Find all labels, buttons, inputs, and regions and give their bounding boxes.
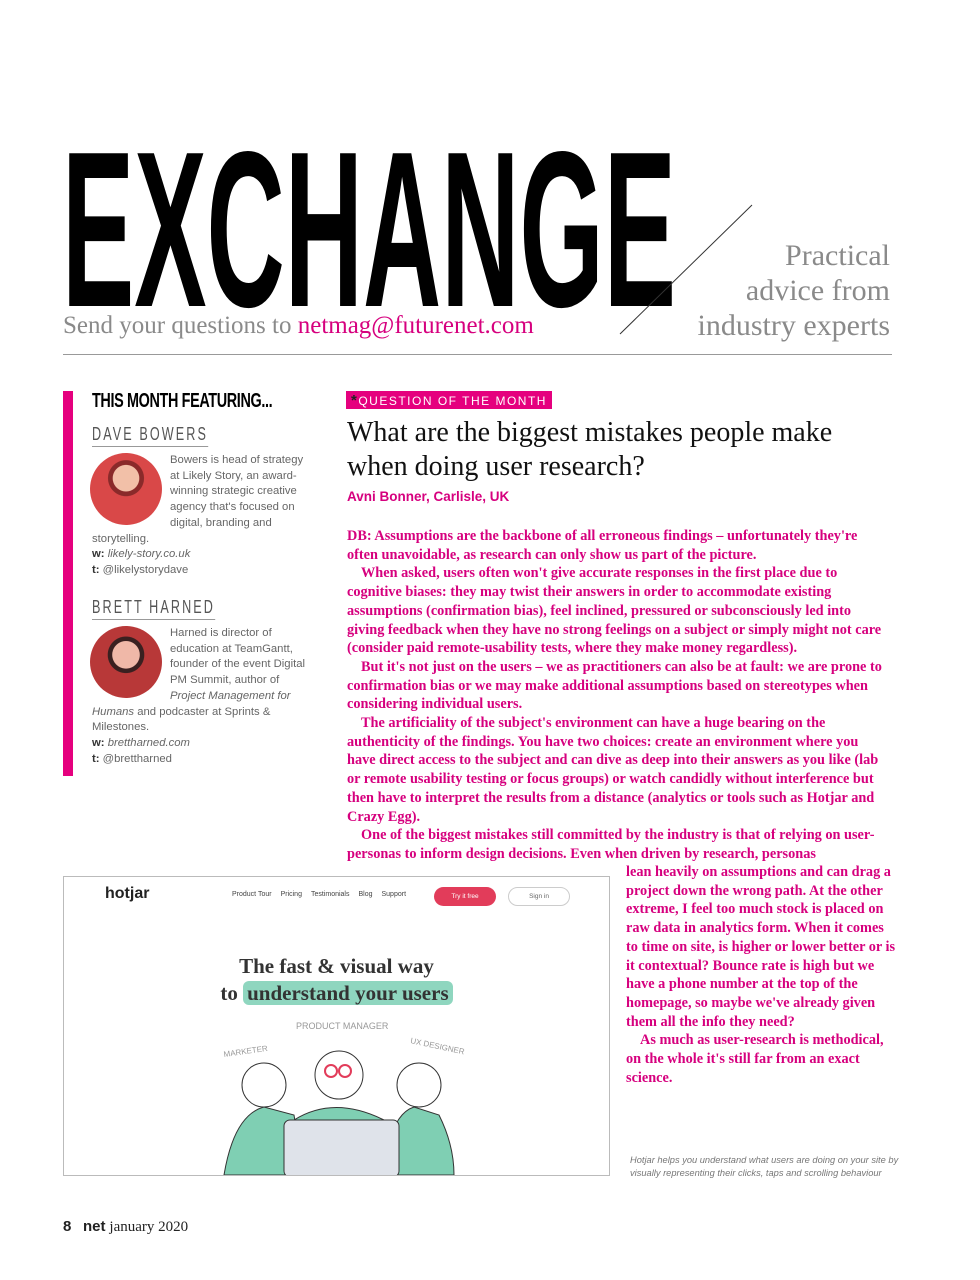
tagline: Practical advice from industry experts bbox=[697, 239, 890, 342]
question-tag: *QUESTION OF THE MONTH bbox=[346, 391, 552, 409]
page-number: 8 bbox=[63, 1218, 72, 1235]
avatar bbox=[90, 453, 162, 525]
hero-headline: The fast & visual way to understand your users bbox=[64, 953, 609, 1007]
answer-body: DB: Assumptions are the backbone of all erroneous findings – unfortunately they're often unavoidable, as research can only show us part of the picture. When asked, users often won't give accurate responses in the first place due to cognitive biases: they may twist their answers in order to accommodate existing assumptions (confirmation bias), feel inclined, pressured or subconsciously led into giving feedback when they have no strong feelings on a subject or simply might not care (consider paid remote-usability tests, where they make money regardless). But it's not just on the users – we as practitioners can also be at fault: we are prone to confirmation bias or we may make additional assumptions based on stereotypes when considering individual users. The artificiality of the subject's environment can have a huge bearing on the authenticity of the findings. You have two choices: create an environment where you have direct access to the subject and can dive as deep into their answers as you like (lab or remote usability testing or focus groups) or watch candidly without interference but then have to interpret the results from a distance (analytics or tools such as Hotjar and Crazy Egg). One of the biggest mistakes still committed by the industry is that of relying on user-personas to inform design decisions. Even when driven by research, personas bbox=[347, 528, 882, 862]
svg-text:MARKETER: MARKETER bbox=[223, 1043, 269, 1059]
website-link[interactable]: likely-story.co.uk bbox=[107, 548, 191, 561]
avatar bbox=[90, 626, 162, 698]
person-bio: Harned is director of education at TeamGantt, founder of the event Digital PM Summit, author of Project Management for Humans and podcaster at Sprints & Milestones. w: brettharned.com t: @brettharned bbox=[92, 627, 306, 765]
issue-date: january 2020 bbox=[109, 1219, 189, 1235]
question-title: What are the biggest mistakes people make when doing user research? bbox=[347, 417, 833, 482]
answer-body-continued: lean heavily on assumptions and can drag a project down the wrong path. At the other extreme, I feel too much stock is placed on raw data in analytics form. When it comes to time on site, is higher or lower better or is it contextual? Bounce rate is high but we have a phone number at the top of the homepage, so maybe we've already given them all the info they need? As much as user-research is methodical, on the whole it's still far from an exact science. bbox=[626, 864, 896, 1086]
person-bio: Bowers is head of strategy at Likely Story, an award-winning strategic creative agency that's focused on digital, branding and storytelling. w: likely-story.co.uk t: @likelystorydave bbox=[92, 454, 304, 576]
website-link[interactable]: brettharned.com bbox=[107, 736, 190, 749]
svg-text:EXCHANGE: EXCHANGE bbox=[62, 140, 676, 315]
try-free-button: Try it free bbox=[434, 887, 496, 906]
illustration bbox=[214, 1015, 474, 1176]
person-name: DAVE BOWERS bbox=[92, 424, 258, 447]
image-caption: Hotjar helps you understand what users are doing on your site by visually representing their clicks, taps and scrolling behaviour bbox=[630, 1155, 899, 1178]
site-nav: Product Tour Pricing Testimonials Blog Support bbox=[232, 891, 407, 898]
question-asker: Avni Bonner, Carlisle, UK bbox=[347, 489, 510, 504]
hotjar-logo: hotjar bbox=[105, 885, 150, 902]
page-footer bbox=[63, 1218, 188, 1236]
masthead-subtitle: Send your questions to netmag@futurenet.com bbox=[63, 312, 534, 339]
sidebar-accent-bar bbox=[63, 391, 73, 776]
star-icon: * bbox=[351, 392, 359, 409]
sign-in-button: Sign in bbox=[508, 887, 570, 906]
masthead-title bbox=[58, 140, 698, 315]
brand: net bbox=[83, 1218, 106, 1235]
email-link[interactable]: netmag@futurenet.com bbox=[297, 312, 534, 339]
person-name: BRETT HARNED bbox=[92, 597, 268, 620]
twitter-link[interactable]: @brettharned bbox=[102, 752, 172, 765]
twitter-link[interactable]: @likelystorydave bbox=[102, 563, 189, 576]
svg-text:PRODUCT MANAGER: PRODUCT MANAGER bbox=[296, 1021, 389, 1031]
sidebar-heading: THIS MONTH FEATURING... bbox=[92, 390, 273, 412]
svg-text:UX DESIGNER: UX DESIGNER bbox=[409, 1036, 466, 1057]
header-rule bbox=[63, 354, 892, 355]
hotjar-screenshot bbox=[63, 876, 610, 1176]
